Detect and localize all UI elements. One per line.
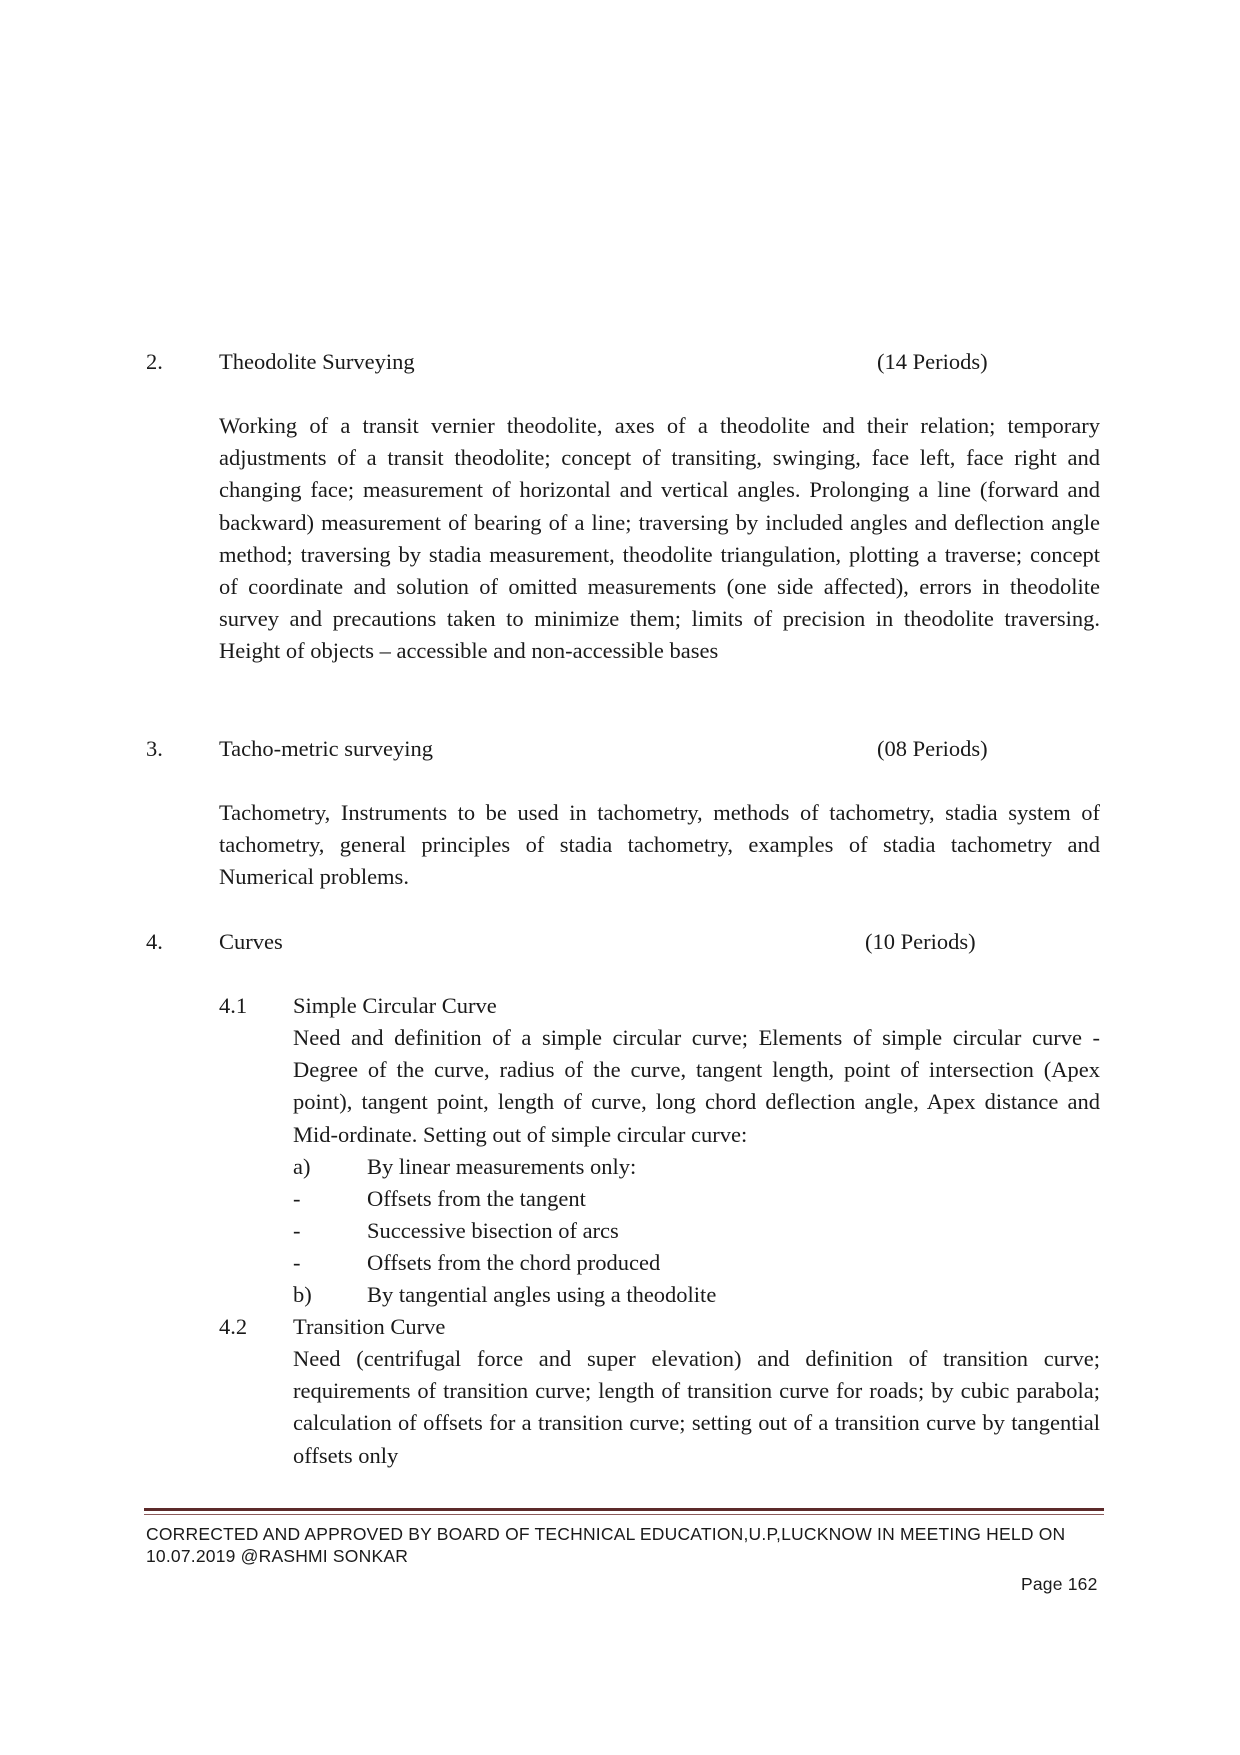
subsection-number: 4.2 — [219, 1314, 248, 1339]
section-number: 2. — [146, 349, 163, 374]
list-marker: - — [293, 1250, 301, 1275]
section-title: Theodolite Surveying — [219, 349, 415, 374]
list-item: Successive bisection of arcs — [367, 1218, 619, 1243]
list-item: Offsets from the tangent — [367, 1186, 586, 1211]
subsection-number: 4.1 — [219, 993, 248, 1018]
subsection-body: Need (centrifugal force and super elevation) and definition of transition curve; requirements of transition curve; length of transition curve for roads; by cubic parabola; calculation of offsets for a transition curve; setting out of a transition curve by tangential offsets only — [293, 1346, 1100, 1468]
footer-approval-date: 10.07.2019 @RASHMI SONKAR — [146, 1546, 409, 1566]
section-body: Working of a transit vernier theodolite, axes of a theodolite and their relation; temporary adjustments of a transit theodolite; concept of transiting, swinging, face left, face right and changing face; measurement of horizontal and vertical angles. Prolonging a line (forward and backward) measurement of bearing of a line; traversing by included angles and deflection angle method; traversing by stadia measurement, theodolite triangulation, plotting a traverse; concept of coordinate and solution of omitted measurements (one side affected), errors in theodolite survey and precautions taken to minimize them; limits of precision in theodolite traversing. Height of objects – accessible and non-accessible bases — [219, 413, 1100, 664]
section-title: Curves — [219, 929, 283, 954]
section-title: Tacho-metric surveying — [219, 736, 433, 761]
list-marker: - — [293, 1218, 301, 1243]
page-number: Page 162 — [1021, 1574, 1098, 1594]
section-body: Tachometry, Instruments to be used in tachometry, methods of tachometry, stadia system of tachometry, general principles of stadia tachometry, examples of stadia tachometry and Numerical problems. — [219, 800, 1100, 890]
subsection-body: Need and definition of a simple circular curve; Elements of simple circular curve - Degree of the curve, radius of the curve, tangent length, point of intersection (Apex point), tangent point, length of curve, long chord deflection angle, Apex distance and Mid-ordinate. Setting out of simple circular curve: — [293, 1025, 1100, 1147]
list-item: By linear measurements only: — [367, 1154, 637, 1179]
list-marker: a) — [293, 1154, 311, 1179]
list-item: By tangential angles using a theodolite — [367, 1282, 717, 1307]
section-periods: (08 Periods) — [877, 736, 988, 761]
list-item: Offsets from the chord produced — [367, 1250, 661, 1275]
list-marker: - — [293, 1186, 301, 1211]
subsection-title: Simple Circular Curve — [293, 993, 497, 1018]
section-periods: (14 Periods) — [877, 349, 988, 374]
section-periods: (10 Periods) — [865, 929, 976, 954]
footer-rule — [144, 1508, 1104, 1511]
subsection-title: Transition Curve — [293, 1314, 446, 1339]
footer-rule-thin — [144, 1514, 1104, 1515]
footer-approval-line: CORRECTED AND APPROVED BY BOARD OF TECHNICAL EDUCATION,U.P,LUCKNOW IN MEETING HELD ON — [146, 1524, 1066, 1544]
section-number: 3. — [146, 736, 163, 761]
list-marker: b) — [293, 1282, 312, 1307]
section-number: 4. — [146, 929, 163, 954]
